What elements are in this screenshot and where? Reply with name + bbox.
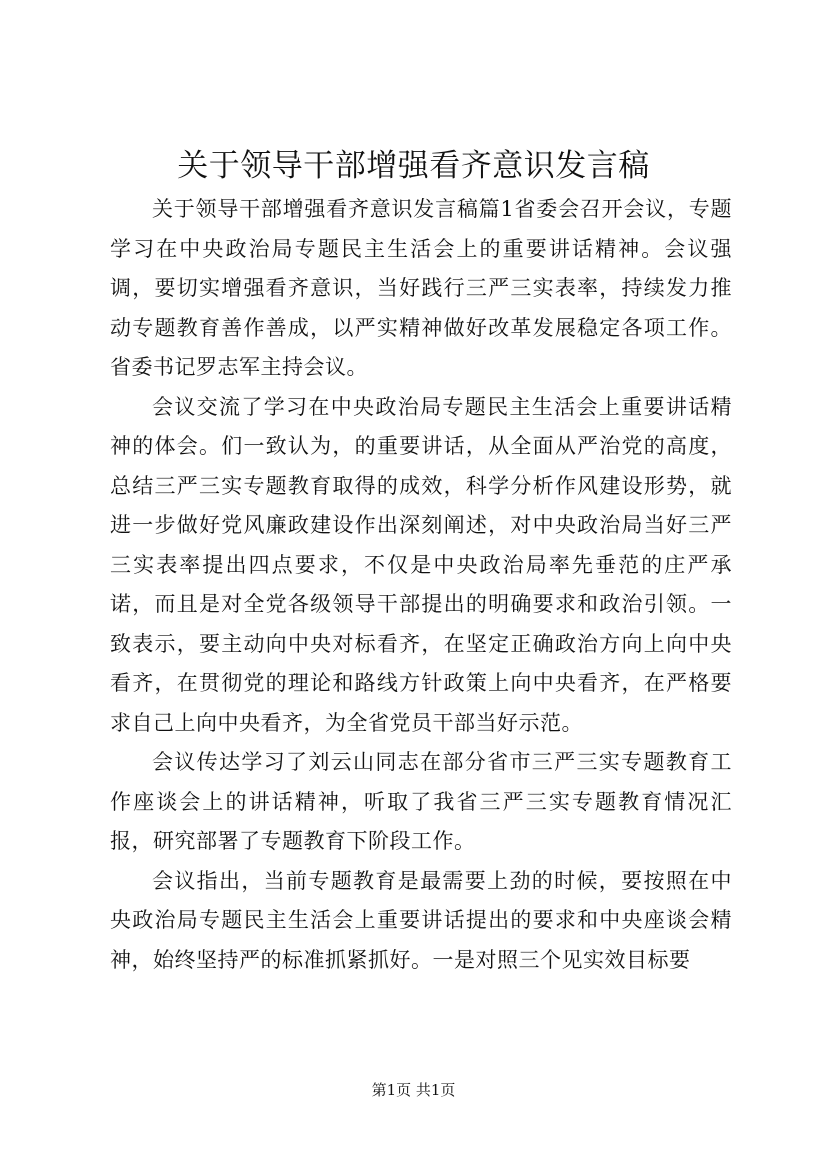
paragraph-3: 会议传达学习了刘云山同志在部分省市三严三实专题教育工作座谈会上的讲话精神，听取了我省三严三实专题教育情况汇报，研究部署了专题教育下阶段工作。 — [110, 750, 732, 853]
page-number-footer: 第1页 共1页 — [371, 1081, 456, 1099]
paragraph-4: 会议指出，当前专题教育是最需要上劲的时候，要按照在中央政治局专题民主生活会上重要讲话提出的要求和中央座谈会精神，始终坚持严的标准抓紧抓好。一是对照三个见实效目标要 — [110, 868, 732, 972]
paragraph-1: 关于领导干部增强看齐意识发言稿篇1省委会召开会议，专题学习在中央政治局专题民主生活会上的重要讲话精神。会议强调，要切实增强看齐意识，当好践行三严三实表率，持续发力推动专题教育善作善成，以严实精神做好改革发展稳定各项工作。省委书记罗志军主持会议。 — [110, 197, 732, 379]
document-title: 关于领导干部增强看齐意识发言稿 — [177, 148, 650, 184]
paragraph-2: 会议交流了学习在中央政治局专题民主生活会上重要讲话精神的体会。们一致认为，的重要讲话，从全面从严治党的高度，总结三严三实专题教育取得的成效，科学分析作风建设形势，就进一步做好党风廉政建设作出深刻阐述，对中央政治局当好三严三实表率提出四点要求，不仅是中央政治局率先垂范的庄严承诺，而且是对全党各级领导干部提出的明确要求和政治引领。一致表示，要主动向中央对标看齐，在坚定正确政治方向上向中央看齐，在贯彻党的理论和路线方针政策上向中央看齐，在严格要求自己上向中央看齐，为全省党员干部当好示范。 — [110, 394, 732, 735]
document-body — [110, 190, 732, 980]
